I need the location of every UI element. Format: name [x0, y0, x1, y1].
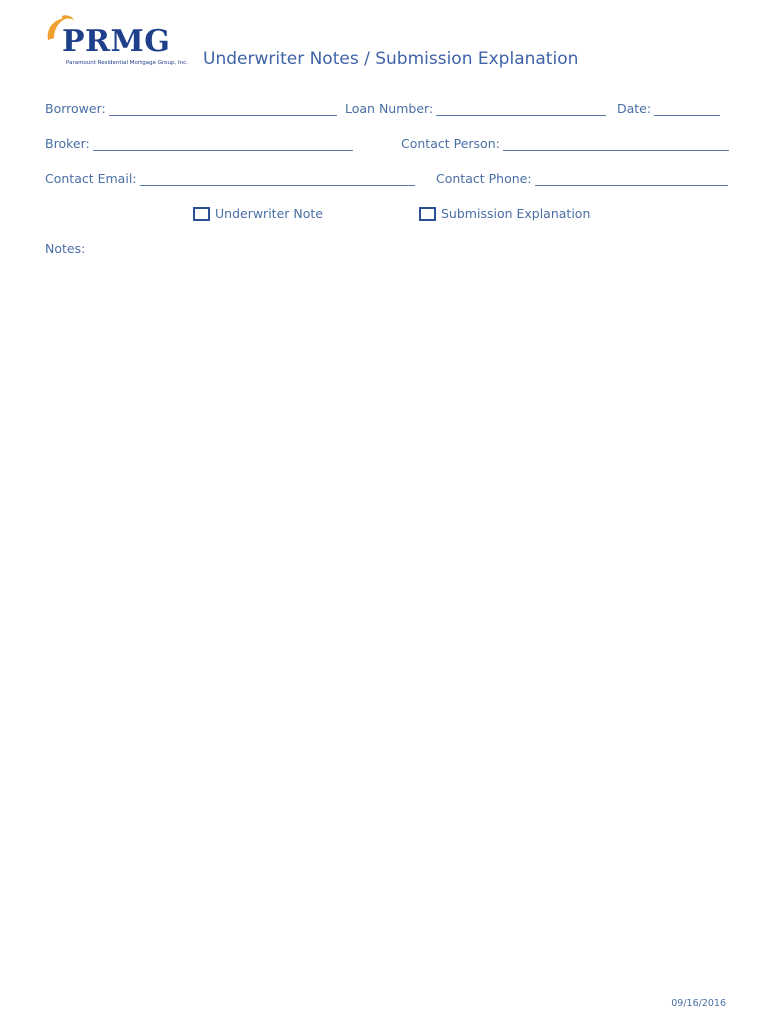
checkbox-icon[interactable] — [193, 207, 210, 221]
notes-label: Notes: — [45, 241, 86, 256]
submission-explanation-label: Submission Explanation — [441, 206, 591, 221]
contact-person-field[interactable] — [401, 136, 729, 151]
borrower-line[interactable] — [109, 101, 337, 116]
date-field[interactable] — [617, 101, 720, 116]
logo-tagline: Paramount Residential Mortgage Group, Inc. — [66, 60, 188, 66]
broker-label: Broker: — [45, 136, 90, 151]
underwriter-note-checkbox[interactable] — [193, 206, 323, 221]
contact-email-line[interactable] — [140, 171, 415, 186]
contact-phone-field[interactable] — [436, 171, 728, 186]
contact-person-line[interactable] — [503, 136, 729, 151]
underwriter-note-label: Underwriter Note — [215, 206, 323, 221]
checkbox-icon[interactable] — [419, 207, 436, 221]
submission-explanation-checkbox[interactable] — [419, 206, 590, 221]
prmg-logo — [40, 14, 188, 72]
contact-email-field[interactable] — [45, 171, 415, 186]
loan-number-label: Loan Number: — [345, 101, 434, 116]
logo-wordmark: PRMG — [62, 24, 171, 59]
borrower-label: Borrower: — [45, 101, 106, 116]
contact-phone-line[interactable] — [535, 171, 728, 186]
date-line[interactable] — [654, 101, 720, 116]
footer-date: 09/16/2016 — [671, 998, 726, 1009]
contact-email-label: Contact Email: — [45, 171, 137, 186]
contact-person-label: Contact Person: — [401, 136, 500, 151]
borrower-field[interactable] — [45, 101, 337, 116]
contact-phone-label: Contact Phone: — [436, 171, 532, 186]
loan-number-field[interactable] — [345, 101, 606, 116]
loan-number-line[interactable] — [436, 101, 606, 116]
page-title: Underwriter Notes / Submission Explanation — [203, 49, 579, 69]
broker-line[interactable] — [93, 136, 353, 151]
date-label: Date: — [617, 101, 652, 116]
broker-field[interactable] — [45, 136, 353, 151]
